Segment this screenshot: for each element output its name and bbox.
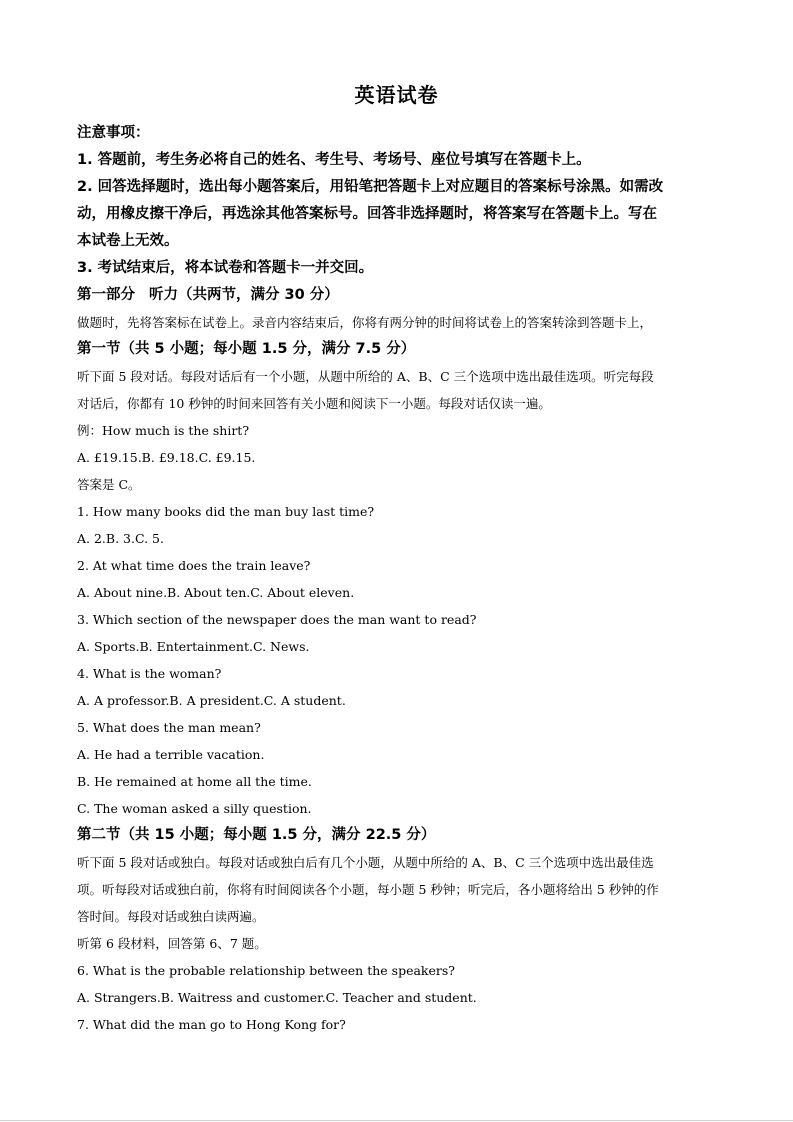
section2-instruction: 项。听每段对话或独白前，你将有时间阅读各个小题，每小题 5 秒钟；听完后，各小题将给出 5 秒钟的作 [77, 882, 659, 897]
section1-title: 第一节（共 5 小题；每小题 1.5 分，满分 7.5 分） [77, 341, 416, 357]
section1-instruction: 对话后，你都有 10 秒钟的时间来回答有关小题和阅读下一小题。每段对话仅读一遍。 [77, 396, 551, 411]
question-line: 3. Which section of the newspaper does the man want to read? [77, 612, 477, 627]
example-options: A. £19.15.B. £9.18.C. £9.15. [77, 450, 256, 465]
notice-header: 注意事项： [77, 125, 150, 141]
question-line: 5. What does the man mean? [77, 720, 261, 735]
notice-item: 动，用橡皮擦干净后，再选涂其他答案标号。回答非选择题时，将答案写在答题卡上。写在 [77, 206, 657, 222]
section2-title: 第二节（共 15 小题；每小题 1.5 分，满分 22.5 分） [77, 827, 436, 843]
example-question: 例：How much is the shirt? [77, 423, 250, 438]
options-line: A. Sports.B. Entertainment.C. News. [77, 639, 310, 654]
options-line: A. 2.B. 3.C. 5. [77, 531, 164, 546]
question-line: 6. What is the probable relationship between the speakers? [77, 963, 455, 978]
part1-label: 第一部分 [77, 287, 135, 303]
page-bottom-divider [0, 1120, 793, 1121]
document-body [77, 120, 717, 1038]
question-line: 2. At what time does the train leave? [77, 558, 311, 573]
question-line: 1. How many books did the man buy last time? [77, 504, 375, 519]
options-line: C. The woman asked a silly question. [77, 801, 312, 816]
part1-intro: 做题时，先将答案标在试卷上。录音内容结束后，你将有两分钟的时间将试卷上的答案转涂到答题卡上， [77, 315, 653, 330]
section2-instruction: 听下面 5 段对话或独白。每段对话或独白后有几个小题，从题中所给的 A、B、C 三个选项中选出最佳选 [77, 855, 654, 870]
part1-heading [77, 282, 717, 309]
notice-item: 本试卷上无效。 [77, 233, 179, 249]
section1-instruction: 听下面 5 段对话。每段对话后有一个小题，从题中所给的 A、B、C 三个选项中选出最佳选项。听完每段 [77, 369, 654, 384]
notice-item: 3. 考试结束后，将本试卷和答题卡一并交回。 [77, 260, 374, 276]
options-line: A. A professor.B. A president.C. A student. [77, 693, 346, 708]
part1-title: 听力（共两节，满分 30 分） [149, 287, 339, 303]
options-line: B. He remained at home all the time. [77, 774, 312, 789]
material-line: 听第 6 段材料，回答第 6、7 题。 [77, 936, 267, 951]
section2-instruction: 答时间。每段对话或独白读两遍。 [77, 909, 265, 924]
example-answer: 答案是 C。 [77, 477, 141, 492]
question-line: 4. What is the woman? [77, 666, 222, 681]
page-title: 英语试卷 [354, 83, 439, 107]
options-line: A. About nine.B. About ten.C. About eleven. [77, 585, 355, 600]
options-line: A. He had a terrible vacation. [77, 747, 265, 762]
question-line: 7. What did the man go to Hong Kong for? [77, 1017, 346, 1032]
notice-item: 2. 回答选择题时，选出每小题答案后，用铅笔把答题卡上对应题目的答案标号涂黑。如需改 [77, 179, 664, 195]
notice-item: 1. 答题前，考生务必将自己的姓名、考生号、考场号、座位号填写在答题卡上。 [77, 152, 591, 168]
options-line: A. Strangers.B. Waitress and customer.C. Teacher and student. [77, 990, 477, 1005]
